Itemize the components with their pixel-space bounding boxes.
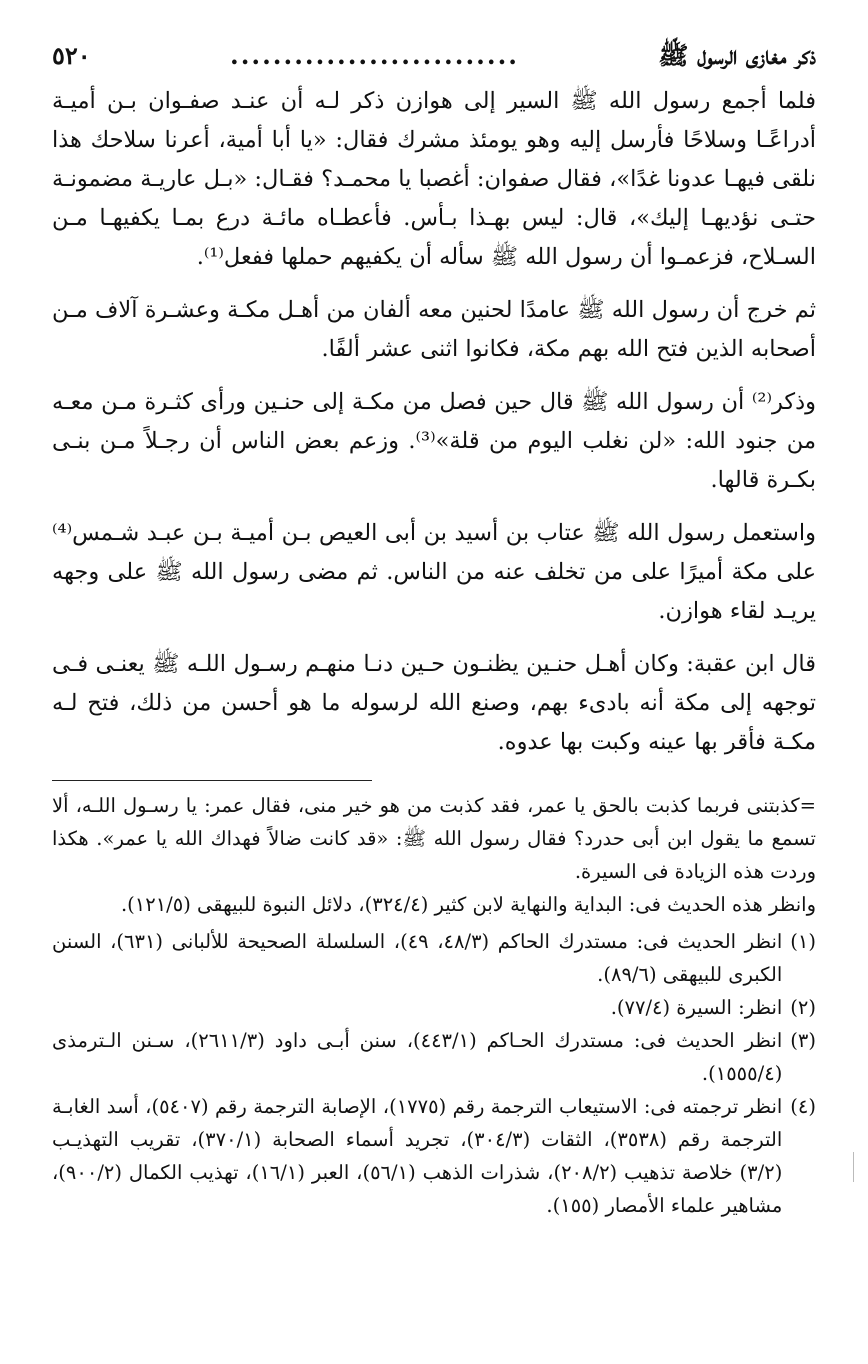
footnote-text: انظر الحديث فى: مستدرك الحاكم (٤٨/٣، ٤٩)، السلسلة الصحيحة للألبانى (٦٣١)، السنن الكبرى للبيهقى (٨٩/٦).	[52, 930, 783, 986]
body-paragraph: واستعمل رسول الله ﷺ عتاب بن أسيد بن أبى العيص بـن أميـة بـن عبـد شـمس⁽⁴⁾ على مكة أميرًا على من تخلف عنه من الناس. ثم مضى رسول الله ﷺ على وجهه يريـد لقاء هوازن.	[52, 520, 816, 624]
footnote-item	[52, 991, 816, 1024]
header-title: ذكر مغازى الرسول ﷺ	[658, 41, 816, 70]
footnote-number: (٢)	[790, 996, 816, 1019]
running-header	[52, 30, 816, 82]
footnote-text: انظر: السيرة (٧٧/٤).	[610, 996, 783, 1019]
footnote-item	[52, 1024, 816, 1090]
body-paragraph: ثم خرج أن رسول الله ﷺ عامدًا لحنين معه ألفان من أهـل مكـة وعشـرة آلاف مـن أصحابه الذين فتح الله بهم مكة، فكانوا اثنى عشر ألفًا.	[52, 297, 816, 362]
footnote-number: (٤)	[790, 1095, 816, 1118]
footnote-continuation: وانظر هذه الحديث فى: البداية والنهاية لابن كثير (٣٢٤/٤)، دلائل النبوة للبيهقى (١٢١/٥).	[120, 893, 816, 916]
footnote-item	[52, 1090, 816, 1222]
page-number: ٥٢٠	[52, 41, 91, 70]
header-dot-leader: ...........................	[229, 41, 519, 70]
footnote-number: (١)	[790, 930, 816, 953]
scan-margin-mark	[853, 1152, 858, 1182]
footnote-text: انظر الحديث فى: مستدرك الحـاكم (٤٤٣/١)، سنن أبـى داود (٢٦١١/٣)، سـنن الـترمذى (١٥٥٥/٤).	[52, 1029, 783, 1085]
book-page	[52, 30, 816, 1222]
footnote-continuation: =كذبتنى فربما كذبت بالحق يا عمر، فقد كذبت من هو خير منى، فقال عمر: يا رسـول اللـه، ألا تسمع ما يقول ابن أبى حدرد؟ فقال رسول الله ﷺ: «قد كانت ضالاً فهداك الله يا عمر». هكذا وردت هذه الزيادة فى السيرة.	[52, 794, 816, 883]
body-paragraph: وذكر⁽²⁾ أن رسول الله ﷺ قال حين فصل من مكـة إلى حنـين ورأى كثـرة مـن معـه من جنود الله: «لن نغلب اليوم من قلة»⁽³⁾. وزعم بعض الناس أن رجـلاً مـن بنـى بكـرة قالها.	[52, 389, 816, 493]
footnote-text: انظر ترجمته فى: الاستيعاب الترجمة رقم (١٧٧٥)، الإصابة الترجمة رقم (٥٤٠٧)، أسد الغابـة الترجمة رقم (٣٥٣٨)، الثقات (٣٠٤/٣)، تجريد أسماء الصحابة (٣٧٠/١)، تقريب التهذيـب (٣/٢) خلاصة تذهيب (٢٠٨/٢)، شذرات الذهب (٥٦/١)، العبر (١٦/١)، تهذيب الكمال (٩٠٠/٢)، مشاهير علماء الأمصار (١٥٥).	[52, 1095, 783, 1217]
footnote-number: (٣)	[790, 1029, 816, 1052]
footnote-separator	[52, 780, 372, 781]
footnote-item	[52, 925, 816, 991]
body-paragraph: قال ابن عقبة: وكان أهـل حنـين يظنـون حـين دنـا منهـم رسـول اللـه ﷺ يعنـى فـى توجهه إلى مكة أنه بادىء بهم، وصنع الله لرسوله ما هو أحسن من ذلك، فتح لـه مكـة فأقر بها عينه وكبت بها عدوه.	[52, 651, 817, 755]
body-paragraph: فلما أجمع رسول الله ﷺ السير إلى هوازن ذكر لـه أن عنـد صفـوان بـن أميـة أدراعًـا وسلاحًا فأرسل إليه وهو يومئذ مشرك فقال: «يا أبا أمية، أعرنا سلاحك هذا نلقى فيهـا عدونا غدًا»، فقال صفوان: أغصبا يا محمـد؟ فقـال: «بـل عاريـة مضمونـة حتـى نؤديهـا إليك»، قال: ليس بهـذا بـأس. فأعطـاه مائـة درع بمـا يكفيهـا مـن السـلاح، فزعمـوا أن رسول الله ﷺ سأله أن يكفيهم حملها ففعل⁽¹⁾.	[52, 88, 816, 270]
